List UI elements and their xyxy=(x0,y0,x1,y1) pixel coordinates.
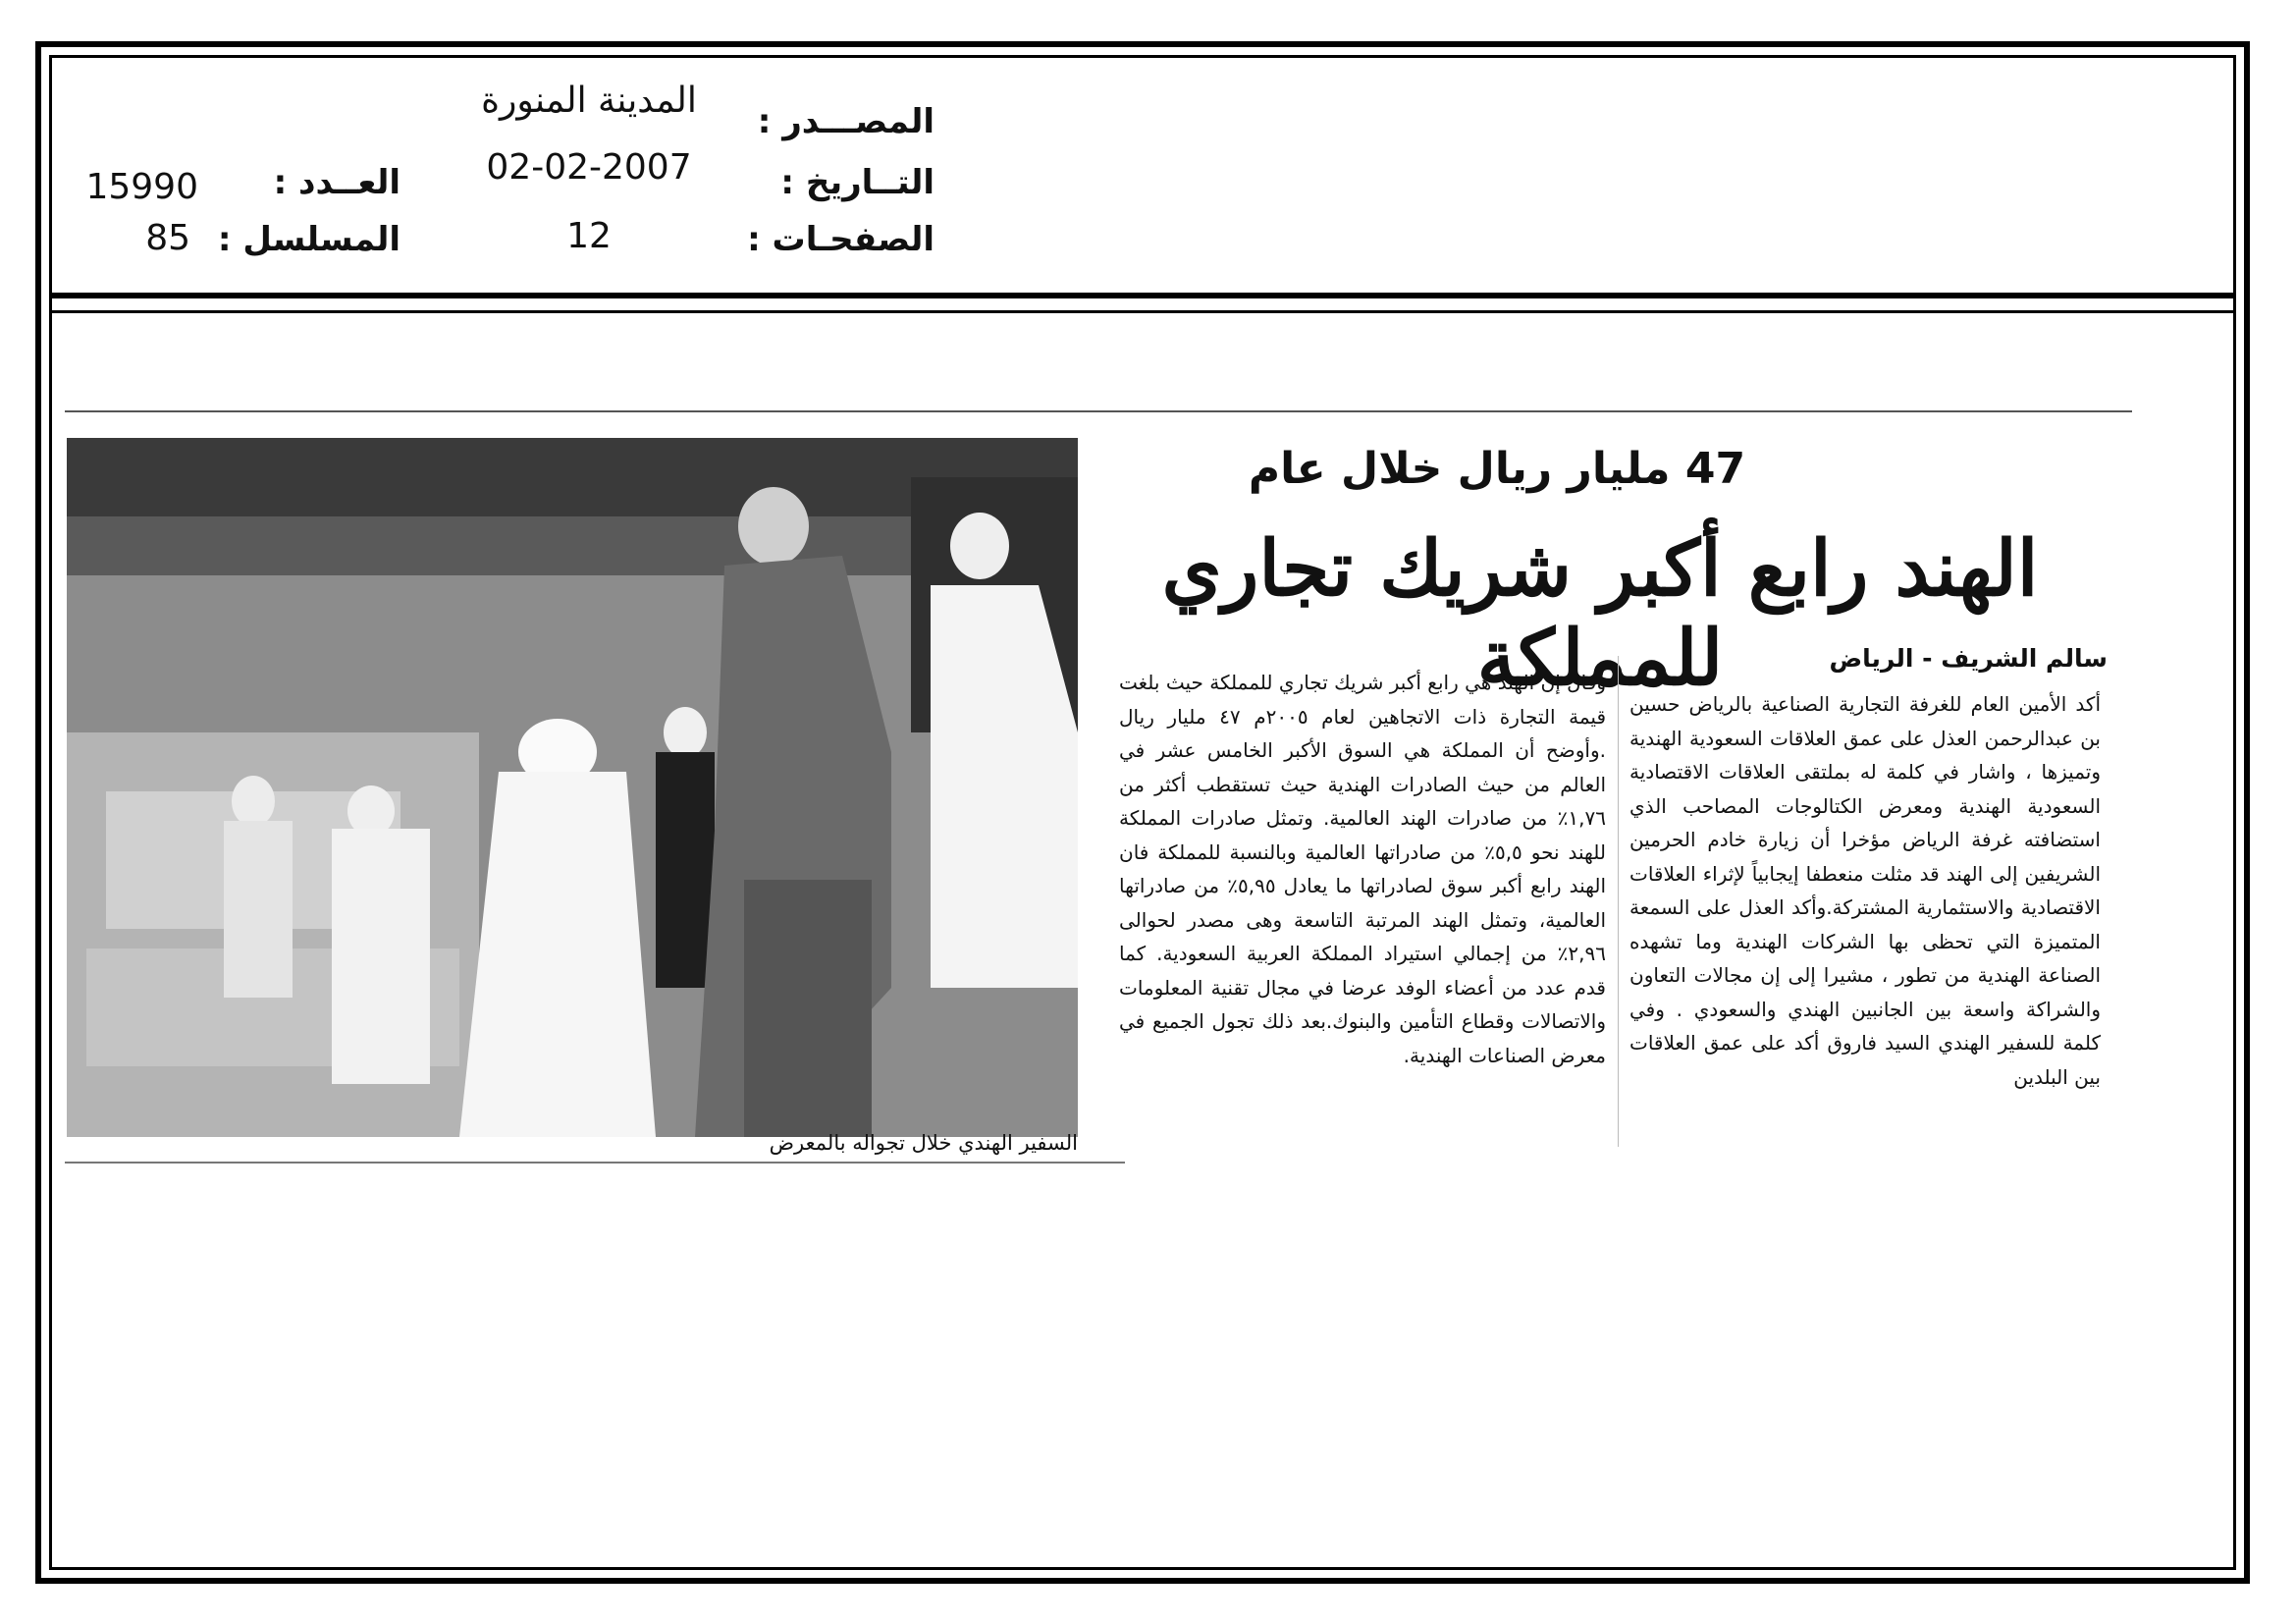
serial-label: المسلسل : xyxy=(217,220,400,259)
serial-value: 85 xyxy=(145,218,190,258)
date-label: التــاريخ : xyxy=(780,163,934,202)
source-label: المصـــدر : xyxy=(757,102,934,141)
issue-label: العــدد : xyxy=(273,163,400,202)
photo-caption: السفير الهندي خلال تجواله بالمعرض xyxy=(769,1131,1078,1155)
article-column-right xyxy=(1629,687,2101,1094)
caption-rule xyxy=(65,1162,1125,1164)
article-paragraph-right: أكد الأمين العام للغرفة التجارية الصناعية بالرياض حسين بن عبدالرحمن العذل على عمق العلاقات السعودية الهندية وتميزها ، واشار في كلمة له بملتقى العلاقات الاقتصادية السعودية الهندية ومعرض الكتالوجات المصاحب الذي استضافته غرفة الرياض مؤخرا أن زيارة خادم الحرمين الشريفين إلى الهند قد مثلت منعطفا إيجابياً لإثراء العلاقات الاقتصادية والاستثمارية المشتركة.وأكد العذل على السمعة المتميزة التي تحظى بها الشركات الهندية وما تشهده الصناعة الهندية من تطور ، مشيرا إلى إن مجالات التعاون والشراكة واسعة بين الجانبين الهندي والسعودي . وفي كلمة للسفير الهندي السيد فاروق أكد على عمق العلاقات بين البلدين xyxy=(1629,692,2101,1089)
pages-value: 12 xyxy=(566,216,612,256)
article-photo xyxy=(67,438,1078,1137)
article-byline: سالم الشريف - الرياض xyxy=(1829,644,2108,673)
header-separator xyxy=(49,293,2236,298)
source-value: المدينة المنورة xyxy=(481,81,697,121)
article-column-left xyxy=(1119,666,1606,1072)
article-headline: الهند رابع أكبر شريك تجاري للمملكة xyxy=(1161,524,2039,703)
issue-value: 15990 xyxy=(85,167,198,207)
header-separator-thin xyxy=(49,310,2236,313)
article-paragraph-left: وقال إن الهند هي رابع أكبر شريك تجاري للمملكة حيث بلغت قيمة التجارة ذات الاتجاهين لعام ٢٠٠٥م ٤٧ مليار ريال .وأوضح أن المملكة هي السوق الأكبر الخامس عشر في العالم من حيث الصادرات الهندية حيث تستقطب أكثر من ١,٧٦٪ من صادرات الهند العالمية. وتمثل صادرات المملكة للهند نحو ٥,٥٪ من صادراتها العالمية وبالنسبة للمملكة فان الهند رابع أكبر سوق لصادراتها ما يعادل ٥,٩٥٪ من صادراتها العالمية، وتمثل الهند المرتبة التاسعة وهى مصدر لحوالى ٢,٩٦٪ من إجمالي استيراد المملكة العربية السعودية. كما قدم عدد من أعضاء الوفد عرضا في مجال تقنية المعلومات والاتصالات وقطاع التأمين والبنوك.بعد ذلك تجول الجميع في معرض الصناعات الهندية. xyxy=(1119,671,1607,1067)
date-value: 02-02-2007 xyxy=(486,147,692,188)
pages-label: الصفحـات : xyxy=(747,220,934,259)
column-divider xyxy=(1618,656,1619,1147)
article-kicker: 47 مليار ريال خلال عام xyxy=(1248,444,1746,494)
article-top-rule xyxy=(65,410,2132,412)
